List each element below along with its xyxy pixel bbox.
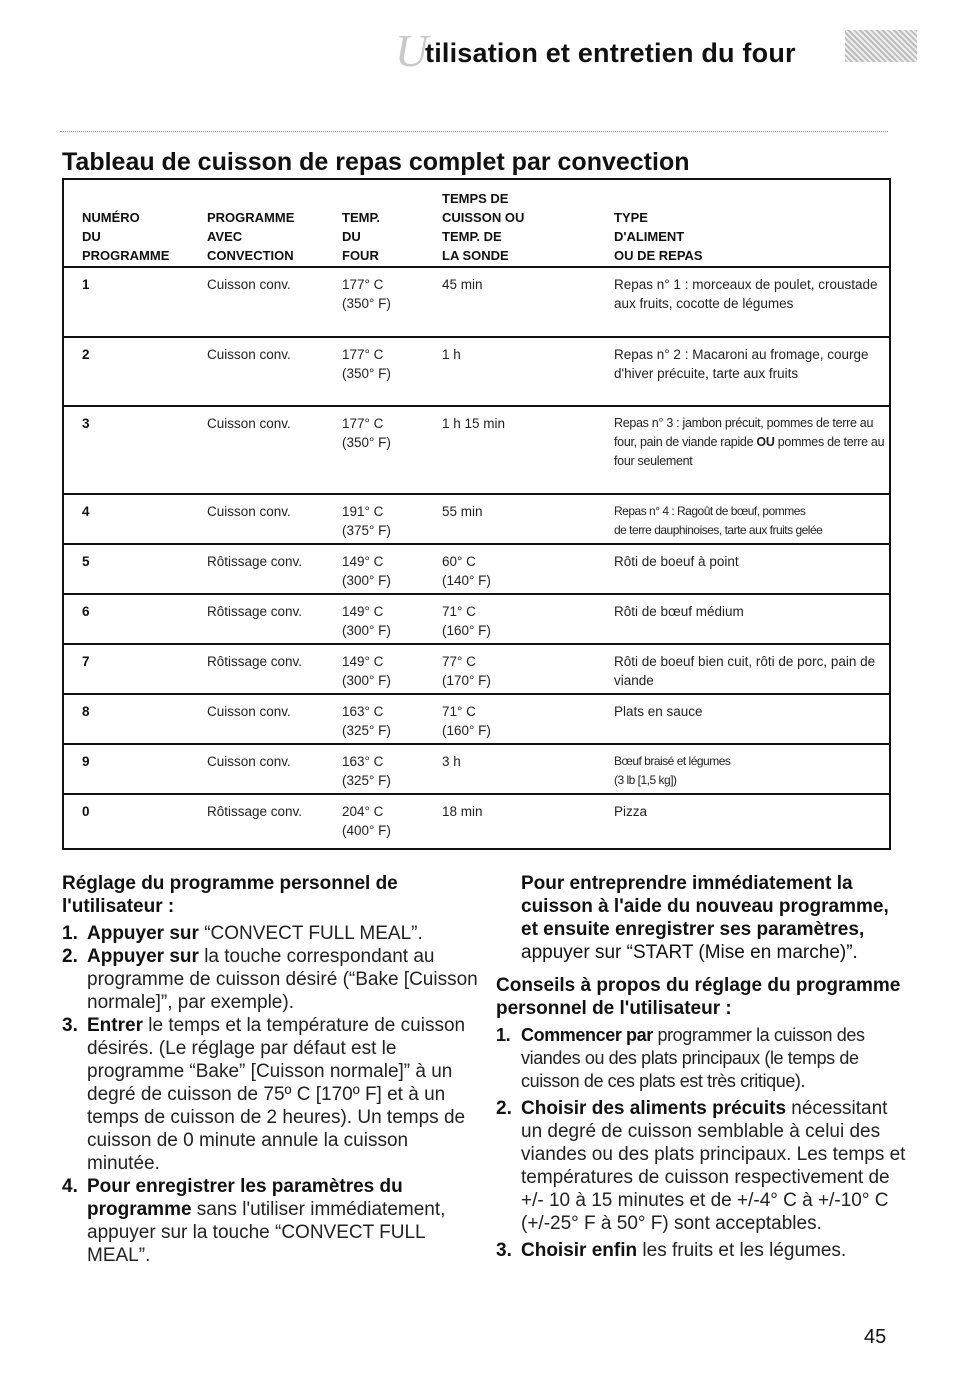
program-name: Cuisson conv.	[207, 704, 291, 719]
table-row	[64, 268, 889, 338]
table-row	[64, 595, 889, 645]
cook-time: 1 h 15 min	[442, 416, 506, 431]
oven-temp: 204° C (400° F)	[342, 804, 391, 838]
food-type	[614, 502, 889, 540]
program-number: 5	[82, 554, 90, 569]
cook-time: 3 h	[442, 754, 461, 769]
instruction-step	[62, 1175, 482, 1267]
step-number: 2.	[62, 946, 78, 967]
program-name: Rôtissage conv.	[207, 604, 303, 619]
step-number: 1.	[62, 923, 78, 944]
program-number: 0	[82, 804, 90, 819]
header-oven-temp: TEMP. DU FOUR	[342, 210, 381, 263]
table-row	[64, 645, 889, 695]
cook-time: 45 min	[442, 277, 483, 292]
step-number: 4.	[62, 1176, 78, 1197]
program-number: 7	[82, 654, 90, 669]
program-number: 2	[82, 347, 90, 362]
table-row	[64, 745, 889, 795]
food-type-line: Repas n° 4 : Ragoût de bœuf, pommes	[614, 504, 806, 518]
food-type	[614, 414, 889, 471]
step-text: la touche correspondant au programme de cuisson désiré (“Bake [Cuisson normale]”, par exemple).	[87, 946, 478, 1013]
program-name: Cuisson conv.	[207, 416, 291, 431]
probe-temp: 60° C (140° F)	[442, 554, 491, 588]
step-number: 3.	[62, 1015, 78, 1036]
program-number: 9	[82, 754, 90, 769]
program-name: Cuisson conv.	[207, 347, 291, 362]
oven-temp: 191° C (375° F)	[342, 504, 391, 538]
step-number: 2.	[496, 1098, 512, 1119]
table-header-row	[64, 180, 889, 268]
note-text: appuyer sur “START (Mise en marche)”.	[521, 942, 858, 963]
tip-step	[496, 1097, 906, 1235]
table-row	[64, 795, 889, 848]
tip-step	[496, 1239, 906, 1262]
food-type: Rôti de boeuf bien cuit, rôti de porc, pain de viande	[614, 654, 876, 688]
food-type-line: (3 lb [1,5 kg])	[614, 773, 677, 787]
page-header	[395, 24, 925, 86]
program-number: 6	[82, 604, 90, 619]
step-lead: Commencer par	[521, 1025, 653, 1045]
cook-time: 55 min	[442, 504, 483, 519]
step-text: programmer la cuisson des viandes ou des plats principaux (le temps de cuisson de ces plats est très critique).	[521, 1025, 865, 1091]
oven-temp: 149° C (300° F)	[342, 654, 391, 688]
probe-temp: 71° C (160° F)	[442, 604, 491, 638]
step-number: 3.	[496, 1240, 512, 1261]
probe-temp: 77° C (170° F)	[442, 654, 491, 688]
section-heading: Conseils à propos du réglage du programme personnel de l'utilisateur :	[496, 975, 901, 1019]
step-lead: Choisir des aliments précuits	[521, 1098, 787, 1119]
program-number: 3	[82, 416, 90, 431]
step-lead: Appuyer sur	[87, 923, 199, 944]
food-type: Pizza	[614, 804, 648, 819]
table-row	[64, 545, 889, 595]
oven-temp: 163° C (325° F)	[342, 704, 391, 738]
food-type-part: pommes de terre au four seulement	[614, 435, 885, 468]
program-name: Cuisson conv.	[207, 504, 291, 519]
program-name: Rôtissage conv.	[207, 804, 303, 819]
food-type: Rôti de boeuf à point	[614, 554, 739, 569]
food-type-line: Bœuf braisé et légumes	[614, 754, 731, 768]
program-name: Cuisson conv.	[207, 754, 291, 769]
step-lead: Entrer	[87, 1015, 143, 1036]
instruction-step	[62, 1014, 482, 1175]
food-type-or: OU	[756, 435, 775, 449]
food-type: Rôti de bœuf médium	[614, 604, 744, 619]
program-name: Cuisson conv.	[207, 277, 291, 292]
page-number: 45	[864, 1326, 887, 1348]
probe-temp: 71° C (160° F)	[442, 704, 491, 738]
oven-temp: 149° C (300° F)	[342, 604, 391, 638]
step-text: “CONVECT FULL MEAL”.	[198, 923, 423, 944]
oven-temp: 177° C (350° F)	[342, 277, 391, 311]
program-number: 4	[82, 504, 90, 519]
table-title: Tableau de cuisson de repas complet par convection	[62, 148, 690, 176]
table-row	[64, 338, 889, 407]
food-type-part: Repas n° 3 : jambon précuit, pommes de terre au four, pain de viande rapide	[614, 416, 874, 449]
step-text: sans l'utiliser immédiatement, appuyer sur la touche “CONVECT FULL MEAL”.	[87, 1199, 446, 1266]
page-header-title: tilisation et entretien du four	[425, 38, 796, 68]
program-name: Rôtissage conv.	[207, 554, 303, 569]
oven-temp: 177° C (350° F)	[342, 416, 391, 450]
user-program-settings	[62, 872, 482, 1267]
table-row	[64, 695, 889, 745]
user-program-tips	[496, 872, 906, 1262]
tip-step	[496, 1024, 906, 1093]
program-number: 8	[82, 704, 90, 719]
header-program-number: NUMÉRO DU PROGRAMME	[82, 210, 170, 263]
step-lead: Pour enregistrer les paramètres du programme	[87, 1176, 403, 1220]
food-type: Repas n° 2 : Macaroni au fromage, courge d'hiver précuite, tarte aux fruits	[614, 347, 869, 381]
convection-meal-table	[62, 178, 891, 850]
step-lead: Choisir enfin	[521, 1240, 638, 1261]
section-heading: Réglage du programme personnel de l'utilisateur :	[62, 873, 398, 917]
food-type	[614, 752, 889, 790]
step-text: les fruits et les légumes.	[637, 1240, 847, 1261]
step-number: 1.	[496, 1025, 511, 1045]
step-text: nécessitant un degré de cuisson semblable à celui des viandes ou des plats principaux. Les temps et températures de cuisson respectivement de +/- 10 à 15 minutes et de +/-4° C à +/-10° C (+/-25° F à 50° F) sont acceptables.	[521, 1098, 906, 1234]
decorative-script-letter: U	[395, 25, 429, 76]
oven-temp: 149° C (300° F)	[342, 554, 391, 588]
dotted-divider	[60, 131, 888, 132]
instruction-step	[62, 945, 482, 1014]
step-lead: Appuyer sur	[87, 946, 199, 967]
start-now-note	[496, 872, 906, 964]
instruction-step	[62, 922, 482, 945]
food-type: Repas n° 1 : morceaux de poulet, croustade aux fruits, cocotte de légumes	[614, 277, 878, 311]
program-name: Rôtissage conv.	[207, 654, 303, 669]
cook-time: 18 min	[442, 804, 483, 819]
food-type: Plats en sauce	[614, 704, 703, 719]
header-food-type: TYPE D'ALIMENT OU DE REPAS	[614, 210, 703, 263]
header-convection-program: PROGRAMME AVEC CONVECTION	[207, 210, 295, 263]
cook-time: 1 h	[442, 347, 461, 362]
oven-temp: 177° C (350° F)	[342, 347, 391, 381]
step-text: le temps et la température de cuisson désirés. (Le réglage par défaut est le programme “Bake” [Cuisson normale]” à un degré de cuisson de 75º C [170º F] et à un temps de cuisson de 2 heures). Un temps de cuisson de 0 minute annule la cuisson minutée.	[87, 1015, 466, 1174]
food-type-line: de terre dauphinoises, tarte aux fruits gelée	[614, 523, 823, 537]
table-row	[64, 495, 889, 545]
header-texture-decoration	[845, 30, 917, 62]
oven-temp: 163° C (325° F)	[342, 754, 391, 788]
table-row	[64, 407, 889, 495]
program-number: 1	[82, 277, 90, 292]
header-cook-time: TEMPS DE CUISSON OU TEMP. DE LA SONDE	[442, 191, 525, 263]
note-lead: Pour entreprendre immédiatement la cuisson à l'aide du nouveau programme, et ensuite enregistrer ses paramètres,	[521, 873, 889, 940]
